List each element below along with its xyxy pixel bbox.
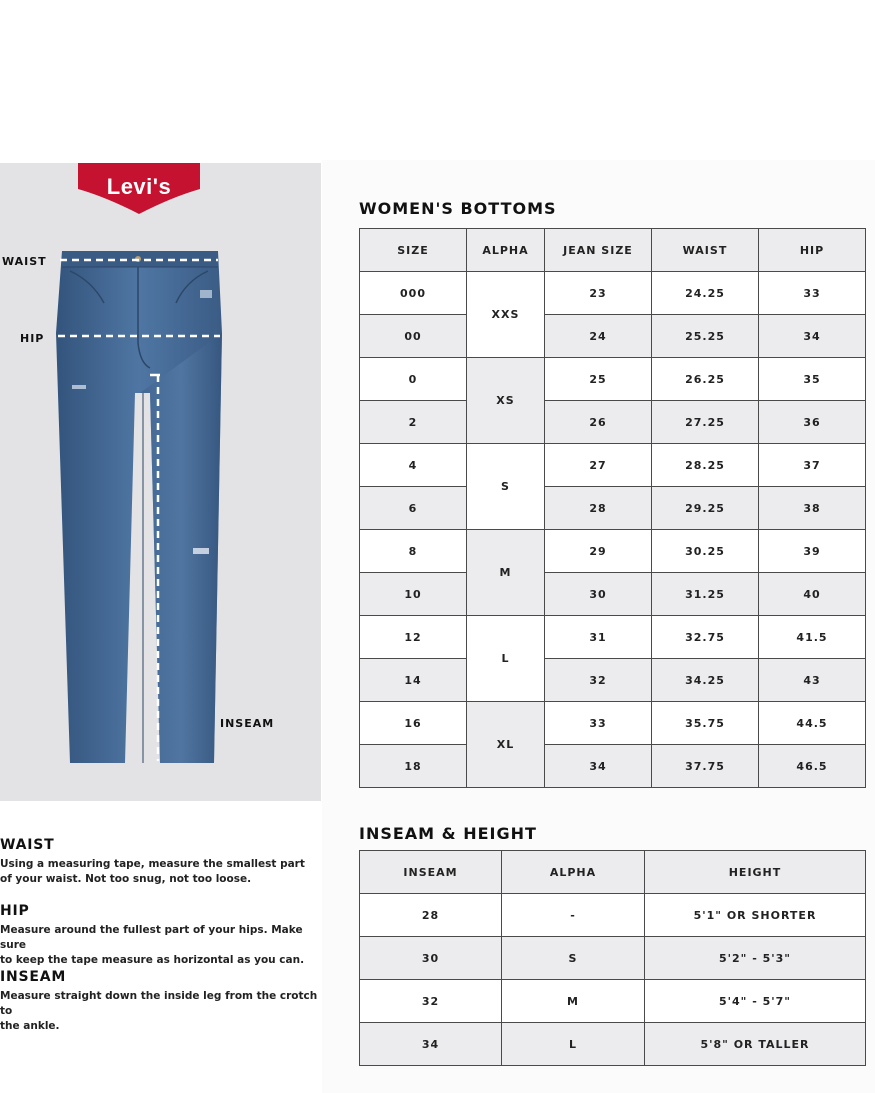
table-row [360, 894, 866, 937]
cell-hip: 33 [759, 272, 866, 315]
cell-size: 6 [360, 487, 467, 530]
registered-mark: ® [183, 164, 191, 174]
cell-waist: 25.25 [652, 315, 759, 358]
header-alpha: ALPHA [502, 851, 645, 894]
cell-inseam: 34 [360, 1023, 502, 1066]
table-row [360, 616, 866, 659]
guide-inseam [0, 969, 325, 1034]
cell-hip: 41.5 [759, 616, 866, 659]
cell-hip: 40 [759, 573, 866, 616]
cell-waist: 34.25 [652, 659, 759, 702]
table-row [360, 272, 866, 315]
cell-jean-size: 34 [545, 745, 652, 788]
table-row [360, 937, 866, 980]
jeans-illustration [0, 163, 321, 801]
guide-inseam-title: INSEAM [0, 969, 67, 985]
cell-size: 2 [360, 401, 467, 444]
table-row [360, 1023, 866, 1066]
cell-waist: 26.25 [652, 358, 759, 401]
jeans-image-panel [0, 163, 321, 801]
waist-label: WAIST [2, 255, 47, 268]
hip-label: HIP [20, 332, 45, 345]
cell-size: 14 [360, 659, 467, 702]
table-row [360, 745, 866, 788]
cell-hip: 37 [759, 444, 866, 487]
header-hip: HIP [759, 229, 866, 272]
guide-hip-title: HIP [0, 903, 30, 919]
cell-alpha: M [502, 980, 645, 1023]
header-height: HEIGHT [645, 851, 866, 894]
inseam-table [359, 850, 866, 1066]
table-row [360, 573, 866, 616]
bottoms-table [359, 228, 866, 788]
cell-waist: 29.25 [652, 487, 759, 530]
header-waist: WAIST [652, 229, 759, 272]
cell-height: 5'1" OR SHORTER [645, 894, 866, 937]
cell-hip: 43 [759, 659, 866, 702]
cell-hip: 35 [759, 358, 866, 401]
cell-inseam: 32 [360, 980, 502, 1023]
inseam-title: INSEAM & HEIGHT [359, 824, 537, 843]
cell-hip: 44.5 [759, 702, 866, 745]
cell-jean-size: 30 [545, 573, 652, 616]
cell-waist: 24.25 [652, 272, 759, 315]
cell-size: 16 [360, 702, 467, 745]
guide-hip [0, 903, 325, 968]
cell-jean-size: 24 [545, 315, 652, 358]
cell-waist: 35.75 [652, 702, 759, 745]
cell-alpha: S [467, 444, 545, 530]
table-row [360, 401, 866, 444]
inseam-label: INSEAM [220, 717, 275, 730]
jeans-shape [56, 251, 222, 763]
cell-jean-size: 32 [545, 659, 652, 702]
table-row [360, 358, 866, 401]
table-row [360, 530, 866, 573]
cell-size: 8 [360, 530, 467, 573]
table-row [360, 702, 866, 745]
cell-height: 5'2" - 5'3" [645, 937, 866, 980]
cell-alpha: XS [467, 358, 545, 444]
cell-waist: 37.75 [652, 745, 759, 788]
cell-height: 5'4" - 5'7" [645, 980, 866, 1023]
cell-inseam: 30 [360, 937, 502, 980]
table-row [360, 980, 866, 1023]
logo-wordmark: Levi's [106, 174, 172, 199]
table-row [360, 315, 866, 358]
guide-inseam-text [0, 989, 325, 1034]
levis-logo [78, 163, 200, 214]
cell-jean-size: 31 [545, 616, 652, 659]
table-row [360, 487, 866, 530]
cell-jean-size: 27 [545, 444, 652, 487]
cell-jean-size: 28 [545, 487, 652, 530]
cell-hip: 38 [759, 487, 866, 530]
cell-alpha: - [502, 894, 645, 937]
cell-hip: 36 [759, 401, 866, 444]
guide-hip-line-1: Measure around the fullest part of your hips. Make sure [0, 924, 303, 951]
cell-alpha: XL [467, 702, 545, 788]
cell-size: 4 [360, 444, 467, 487]
cell-size: 000 [360, 272, 467, 315]
cell-waist: 32.75 [652, 616, 759, 659]
table-row [360, 444, 866, 487]
cell-jean-size: 29 [545, 530, 652, 573]
cell-jean-size: 25 [545, 358, 652, 401]
bottoms-title: WOMEN'S BOTTOMS [359, 199, 557, 218]
guide-inseam-line-1: Measure straight down the inside leg from the crotch to [0, 990, 318, 1017]
cell-waist: 27.25 [652, 401, 759, 444]
cell-size: 12 [360, 616, 467, 659]
table-row [360, 659, 866, 702]
guide-hip-line-2: to keep the tape measure as horizontal as you can. [0, 954, 305, 966]
bottoms-header-row [360, 229, 866, 272]
cell-jean-size: 26 [545, 401, 652, 444]
cell-hip: 34 [759, 315, 866, 358]
guide-waist [0, 837, 325, 887]
guide-hip-text [0, 923, 325, 968]
guide-inseam-line-2: the ankle. [0, 1020, 60, 1032]
cell-alpha: S [502, 937, 645, 980]
cell-height: 5'8" OR TALLER [645, 1023, 866, 1066]
header-jean-size: JEAN SIZE [545, 229, 652, 272]
cell-size: 00 [360, 315, 467, 358]
guide-waist-line-1: Using a measuring tape, measure the smallest part [0, 858, 305, 870]
inseam-header-row [360, 851, 866, 894]
cell-hip: 46.5 [759, 745, 866, 788]
cell-size: 10 [360, 573, 467, 616]
header-inseam: INSEAM [360, 851, 502, 894]
cell-jean-size: 33 [545, 702, 652, 745]
cell-waist: 28.25 [652, 444, 759, 487]
cell-size: 18 [360, 745, 467, 788]
cell-alpha: XXS [467, 272, 545, 358]
guide-waist-title: WAIST [0, 837, 55, 853]
header-alpha: ALPHA [467, 229, 545, 272]
cell-hip: 39 [759, 530, 866, 573]
guide-waist-text [0, 857, 325, 887]
cell-size: 0 [360, 358, 467, 401]
cell-inseam: 28 [360, 894, 502, 937]
cell-alpha: L [502, 1023, 645, 1066]
cell-waist: 30.25 [652, 530, 759, 573]
cell-waist: 31.25 [652, 573, 759, 616]
header-size: SIZE [360, 229, 467, 272]
guide-waist-line-2: of your waist. Not too snug, not too loose. [0, 873, 252, 885]
cell-alpha: M [467, 530, 545, 616]
cell-alpha: L [467, 616, 545, 702]
cell-jean-size: 23 [545, 272, 652, 315]
